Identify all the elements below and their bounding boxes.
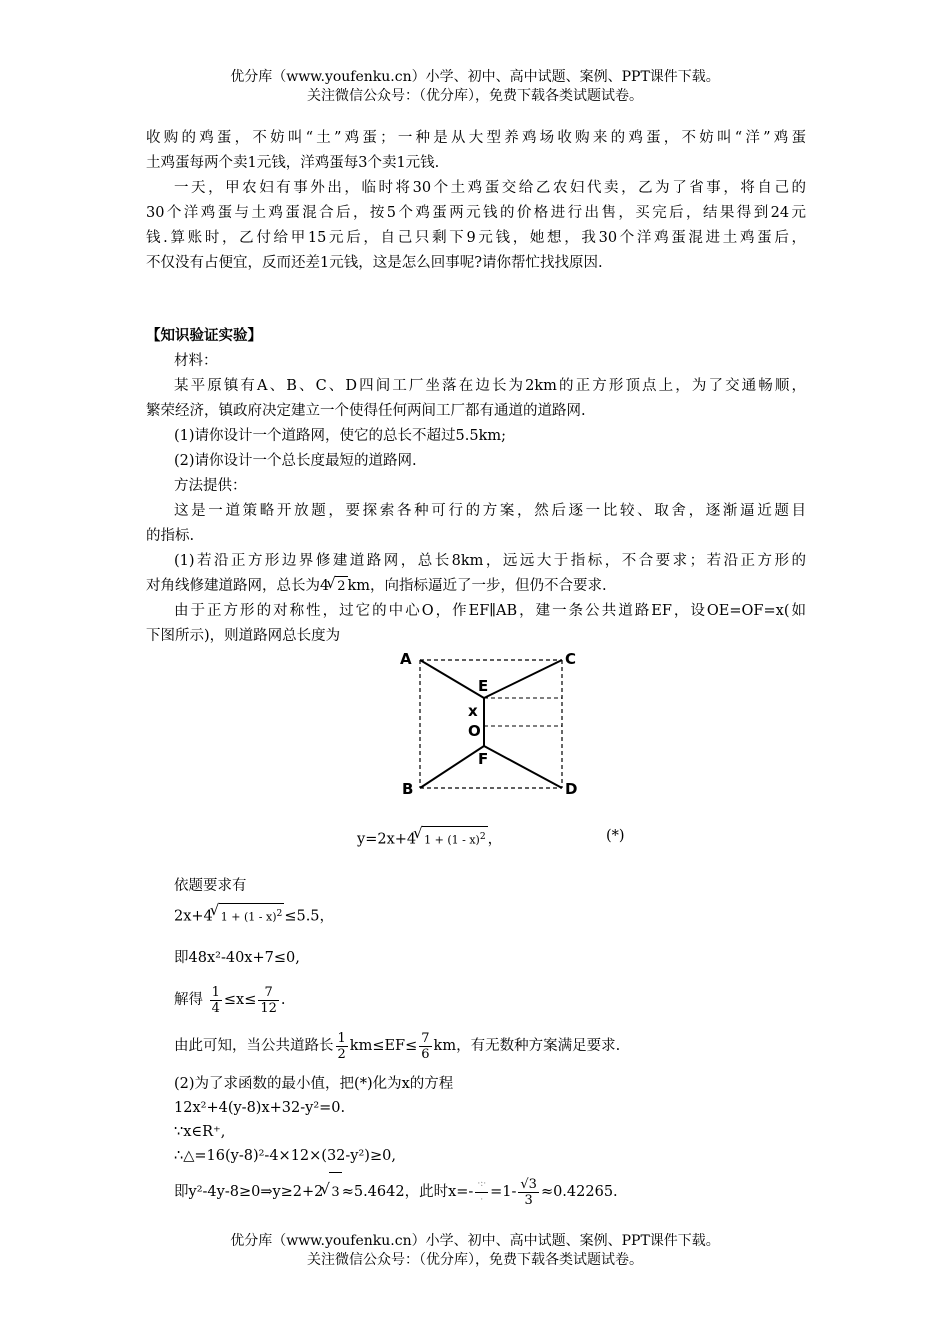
fraction-1-2: $\frac{1}{2}$ [337,1030,346,1062]
method-line-6: 下图所示)，则道路网总长度为 [146,628,341,644]
method-line-2: 的指标. [146,528,195,544]
material-label: 材料： [174,353,218,369]
fraction-7-6: $\frac{7}{6}$ [421,1030,430,1062]
intro-line-2: 土鸡蛋每两个卖1元钱，洋鸡蛋每3个卖1元钱. [146,155,440,171]
garbled-fraction: $\frac{\cdot:\cdot}{\cdot}$ [477,1178,487,1205]
intro-line-6: 不仅没有占便宜，反而还差1元钱，这是怎么回事呢?请你帮忙找找原因. [146,255,603,271]
road-a-e [420,660,484,698]
label-f: F [478,750,489,768]
solve-lead: 解得 [174,992,203,1008]
method-line-3: (1)若沿正方形边界修建道路网，总长8km，远远大于指标，不合要求；若沿正方形的 [174,553,806,569]
road-b-f [420,746,484,788]
final-lead: 即y²-4y-8≥0⇒y≥2+2 [174,1184,324,1200]
method-line-4 [146,576,607,597]
inequality [174,903,334,928]
final-mid: ≈5.4642，此时x=- [341,1184,474,1200]
question-1: (1)请你设计一个道路网，使它的总长不超过5.5km; [174,428,507,444]
y-eq-radicand: 1 + (1 - x) [424,833,480,847]
requirement-label: 依题要求有 [174,878,247,894]
method-line-4-a: 对角线修建道路网，总长为4 [146,578,330,594]
label-x: x [468,702,478,720]
road-d-f [484,746,562,788]
y-eq-comma: ， [487,831,503,848]
final-eq: =1- [490,1184,517,1200]
road-c-e [484,660,562,698]
label-e: E [478,677,489,695]
therefore-line: ∴△=16(y-8)²-4×12×(32-y²)≥0, [174,1148,396,1164]
intro-line-1: 收购的鸡蛋，不妨叫“土”鸡蛋；一种是从大型养鸡场收购来的鸡蛋，不妨叫“洋”鸡蛋 [146,130,806,146]
solution-range [174,982,286,1018]
label-d: D [565,780,578,798]
method-line-1: 这是一道策略开放题，要探索各种可行的方案，然后逐一比较、取舍，逐渐逼近题目 [174,503,806,519]
conclusion [174,1028,620,1064]
label-b: B [402,780,414,798]
material-line-1: 某平原镇有A、B、C、D四间工厂坐落在边长为2km的正方形顶点上，为了交通畅顺， [174,378,806,394]
label-o: O [468,722,481,740]
label-c: C [565,650,577,668]
intro-line-5: 钱.算账时，乙付给甲15元后，自己只剩下9元钱，她想，我30个洋鸡蛋混进土鸡蛋后， [146,230,806,246]
solve-end: . [280,992,286,1008]
ineq-lead: 2x+4 [174,908,213,925]
page-footer-line1: 优分库（www.youfenku.cn）小学、初中、高中试题、案例、PPT课件下载。 [230,1233,720,1249]
final-end: ≈0.42265. [540,1184,618,1200]
material-line-2: 繁荣经济，镇政府决定建立一个使得任何两间工厂都有通道的道路网. [146,403,586,419]
part-2-intro: (2)为了求函数的最小值，把(*)化为x的方程 [174,1076,454,1092]
quadratic-inequality: 即48x²-40x+7≤0, [174,950,300,966]
section-title: 【知识验证实验】 [146,327,262,344]
concl-mid: km≤EF≤ [349,1038,418,1054]
ineq-radicand: 1 + (1 - x) [220,910,277,924]
solve-mid: ≤x≤ [223,992,257,1008]
intro-line-3: 一天，甲农妇有事外出，临时将30个土鸡蛋交给乙农妇代卖，乙为了省事，将自己的 [174,180,806,196]
ineq-tail: ≤5.5， [284,908,335,925]
intro-line-4: 30个洋鸡蛋与土鸡蛋混合后，按5个鸡蛋两元钱的价格进行出售，买完后，结果得到24元 [146,205,806,221]
sqrt-3: √ 3 [329,1172,341,1213]
method-line-4-c: km，向指标逼近了一步，但仍不合要求. [347,578,607,594]
page-header-line1: 优分库（www.youfenku.cn）小学、初中、高中试题、案例、PPT课件下载。 [230,69,720,85]
question-2: (2)请你设计一个总长度最短的道路网. [174,453,417,469]
page-header-line2: 关注微信公众号：（优分库），免费下载各类试题试卷。 [307,88,643,104]
ineq-radical: √ 1 + (1 - x)$^2$ [219,903,285,928]
square-road-diagram [390,640,590,805]
page-footer-line2: 关注微信公众号：（优分库），免费下载各类试题试卷。 [307,1252,643,1268]
y-equation [357,826,502,851]
method-label: 方法提供： [174,478,247,494]
final-result [174,1172,618,1213]
method-line-5: 由于正方形的对称性，过它的中心O，作EF∥AB，建一条公共道路EF，设OE=OF=x(如 [174,603,806,619]
concl-lead: 由此可知，当公共道路长 [174,1038,334,1054]
concl-end: km，有无数种方案满足要求. [433,1038,621,1054]
y-eq-lead: y=2x+4 [357,831,417,848]
fraction-1-4: $\frac{1}{4}$ [211,984,220,1016]
because-line: ∵x∈R⁺, [174,1124,226,1140]
equation-star-label: (*) [606,828,625,844]
fraction-sqrt3-3: $\frac{√3}{3}$ [520,1176,537,1208]
y-eq-radical: √ 1 + (1 - x)$^2$ [422,826,488,851]
label-a: A [400,650,412,668]
fraction-7-12: $\frac{7}{12}$ [260,984,277,1016]
equation-2: 12x²+4(y-8)x+32-y²=0. [174,1100,346,1116]
sqrt-2: √ 2 [335,576,347,597]
